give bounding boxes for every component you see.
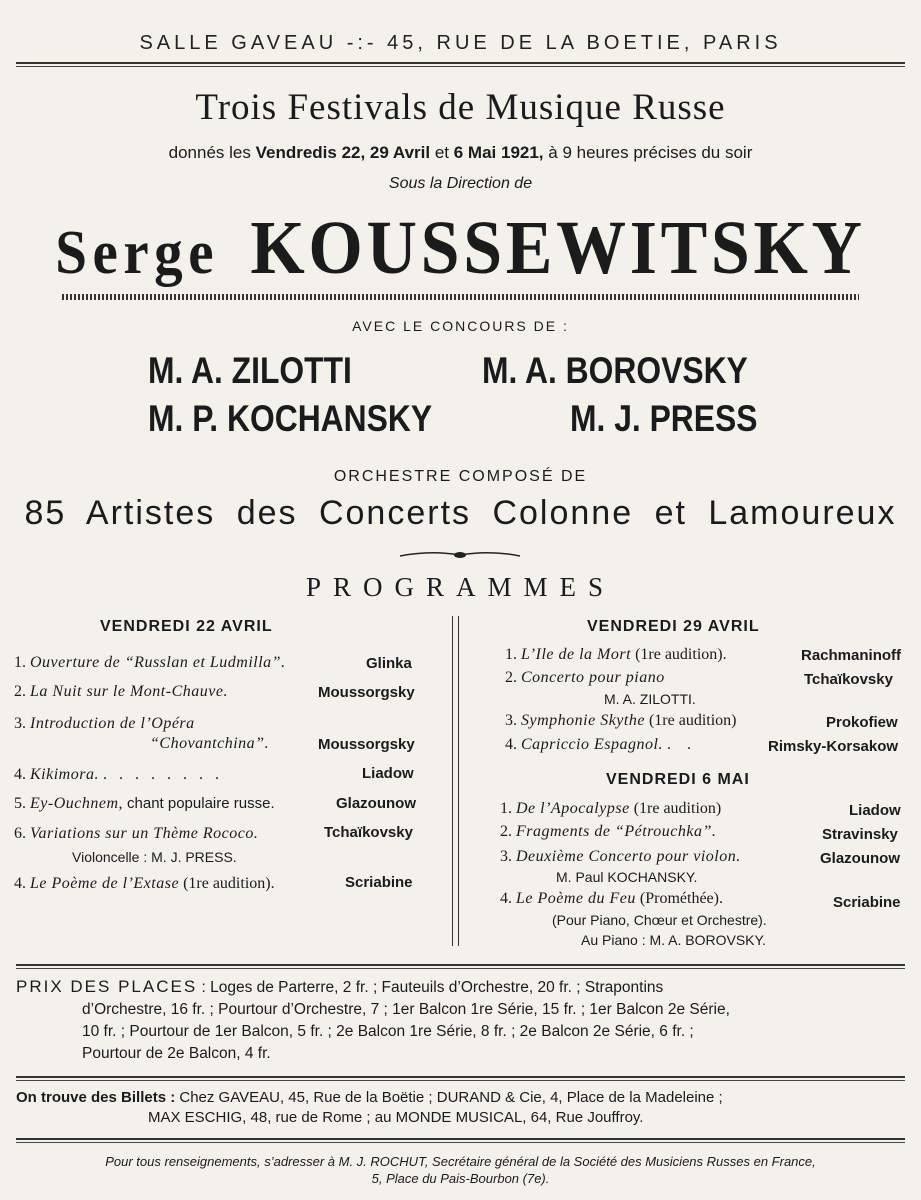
dotted-divider [62,294,859,300]
item-plain: chant populaire russe. [127,795,275,812]
day1-item-2 [14,683,228,701]
item-work: Ouverture de “Russlan et Ludmilla”. [30,654,286,671]
day2-composer-1: Rachmaninoff [801,647,902,664]
billets-rule-top-thin [16,1080,905,1081]
day1-heading: VENDREDI 22 AVRIL [100,618,273,635]
footer-line-1: Pour tous renseignements, s’adresser à M. J. ROCHUT, Secrétaire général de la Société des Musiciens Russes en France, [105,1154,816,1169]
item-plain: (1re audition). [183,875,275,892]
footer-line-2: 5, Place du Pais-Bourbon (7e). [371,1171,550,1186]
day1-composer-2: Moussorgsky [318,684,415,701]
prices-line-3: 10 fr. ; Pourtour de 1er Balcon, 5 fr. ; 2e Balcon 1re Série, 8 fr. ; 2e Balcon 2e Série, 6 fr. ; [82,1023,694,1040]
item-dots: . . . . . . . . [102,766,223,783]
item-work: Introduction de l’Opéra [30,715,195,732]
item-dots: . . [666,736,697,753]
day3-item-2 [500,823,716,841]
programmes-title: PROGRAMMES [305,572,616,602]
billets-label: On trouve des Billets : [16,1089,176,1106]
prices-rule-top [16,964,905,966]
prices-rule-top-thin [16,968,905,969]
day1-composer-3: Moussorgsky [318,736,415,753]
column-divider [452,616,459,946]
dates-mid: et [434,143,450,162]
day2-item-2-sub: M. A. ZILOTTI. [604,691,696,707]
day3-item-1 [500,800,721,818]
item-num: 2. [500,823,512,840]
item-num: 5. [14,795,26,812]
concert-dates [0,143,921,163]
item-work: Concerto pour piano [521,669,665,686]
orchestra-artists: 85 Artistes des Concerts Colonne et Lamoureux [24,494,897,532]
item-num: 4. [14,875,26,892]
day1-item-7 [14,875,275,893]
direction-label: Sous la Direction de [388,175,533,192]
day1-item-6-sub: Violoncelle : M. J. PRESS. [72,849,237,865]
item-work: Le Poème de l’Extase [30,875,180,892]
item-work: Variations sur un Thème Rococo. [30,825,259,842]
day3-composer-2: Stravinsky [822,826,898,843]
day2-composer-3: Prokofiew [826,714,898,731]
item-num: 1. [505,646,517,663]
day1-composer-7: Scriabine [345,874,413,891]
item-work: Kikimora. [30,766,99,783]
item-plain: (Prométhée). [639,890,723,907]
footer-rule-thin [16,1142,905,1143]
day1-item-3 [14,715,195,733]
dates-bold-1: Vendredis 22, 29 Avril [255,143,431,162]
item-work: De l’Apocalypse [516,800,630,817]
ornament-divider [400,550,520,560]
item-plain: (1re audition) [648,712,737,729]
prices-text-1: : Loges de Parterre, 2 fr. ; Fauteuils d’Orchestre, 20 fr. ; Strapontins [201,979,664,996]
soloist-press: M. J. PRESS [570,398,758,439]
day1-composer-5: Glazounow [336,795,416,812]
day3-item-4-sub: (Pour Piano, Chœur et Orchestre). [552,912,767,928]
day1-item-6 [14,825,258,843]
day2-item-3 [505,712,736,730]
billets-line-2: MAX ESCHIG, 48, rue de Rome ; au MONDE MUSICAL, 64, Rue Jouffroy. [148,1109,644,1126]
header-rule-thin [16,66,905,67]
day3-composer-3: Glazounow [820,850,900,867]
concours-label: AVEC LE CONCOURS DE : [352,318,569,334]
item-work: Deuxième Concerto pour violon. [516,848,741,865]
day2-item-4 [505,736,697,754]
item-work: Symphonie Skythe [521,712,645,729]
day1-composer-1: Glinka [366,655,412,672]
soloist-zilotti: M. A. ZILOTTI [148,350,352,391]
day2-heading: VENDREDI 29 AVRIL [587,618,760,635]
billets-text-1: Chez GAVEAU, 45, Rue de la Boëtie ; DURAND & Cie, 4, Place de la Madeleine ; [179,1089,723,1106]
footer-info [0,1153,921,1187]
day1-composer-4: Liadow [362,765,414,782]
item-plain: (1re audition) [633,800,722,817]
item-num: 1. [14,654,26,671]
day3-item-3-sub: M. Paul KOCHANSKY. [556,869,698,885]
day2-item-1 [505,646,727,664]
day3-composer-4: Scriabine [833,894,901,911]
day3-item-3 [500,848,741,866]
day2-item-2 [505,669,665,687]
conductor-last: KOUSSEWITSKY [250,206,866,290]
item-work: La Nuit sur le Mont-Chauve. [30,683,228,700]
day3-item-4 [500,890,723,908]
soloist-borovsky: M. A. BOROVSKY [482,350,748,391]
day3-heading: VENDREDI 6 MAI [606,771,750,788]
item-num: 3. [14,715,26,732]
conductor-name [37,205,884,292]
dates-bold-2: 6 Mai 1921, [453,143,544,162]
item-num: 4. [14,766,26,783]
day1-item-1 [14,654,286,672]
day1-item-5 [14,795,275,813]
dates-suffix: à 9 heures précises du soir [548,143,753,162]
prices-line-2: d’Orchestre, 16 fr. ; Pourtour d’Orchestre, 7 ; 1er Balcon 1re Série, 15 fr. ; 1er Balcon 2e Série, [82,1001,730,1018]
item-num: 4. [500,890,512,907]
day1-composer-6: Tchaïkovsky [324,824,413,841]
day2-composer-4: Rimsky-Korsakow [768,738,899,755]
item-work-cont: “Chovantchina”. [150,735,270,752]
day3-item-4-sub2: Au Piano : M. A. BOROVSKY. [581,932,766,948]
day1-item-4 [14,766,223,784]
item-num: 2. [505,669,517,686]
prices-label: PRIX DES PLACES [16,977,198,996]
item-num: 3. [505,712,517,729]
dates-prefix: donnés les [168,143,251,162]
billets-line-1 [16,1088,906,1108]
item-work: Le Poème du Feu [516,890,636,907]
billets-block [16,1088,906,1128]
day3-composer-1: Liadow [849,802,901,819]
item-plain: (1re audition). [635,646,727,663]
day1-item-3-cont [150,735,269,753]
billets-rule-top [16,1076,905,1078]
item-num: 6. [14,825,26,842]
item-work: Ey-Ouchnem, [30,795,124,812]
conductor-first: Serge [55,219,220,287]
page-title: Trois Festivals de Musique Russe [195,87,726,128]
soloist-kochansky: M. P. KOCHANSKY [148,398,433,439]
item-work: Capriccio Espagnol. [521,736,663,753]
footer-rule [16,1138,905,1140]
item-num: 1. [500,800,512,817]
item-num: 4. [505,736,517,753]
day2-composer-2: Tchaïkovsky [804,671,893,688]
orchestra-label: ORCHESTRE COMPOSÉ DE [333,468,588,485]
item-work: Fragments de “Pétrouchka”. [516,823,717,840]
venue-header: SALLE GAVEAU -:- 45, RUE DE LA BOETIE, PARIS [139,32,782,54]
prices-line-4: Pourtour de 2e Balcon, 4 fr. [82,1045,271,1062]
item-num: 2. [14,683,26,700]
item-work: L’Ile de la Mort [521,646,632,663]
prices-block [16,976,906,1065]
header-rule [16,62,905,64]
item-num: 3. [500,848,512,865]
prices-line-1 [16,976,906,999]
